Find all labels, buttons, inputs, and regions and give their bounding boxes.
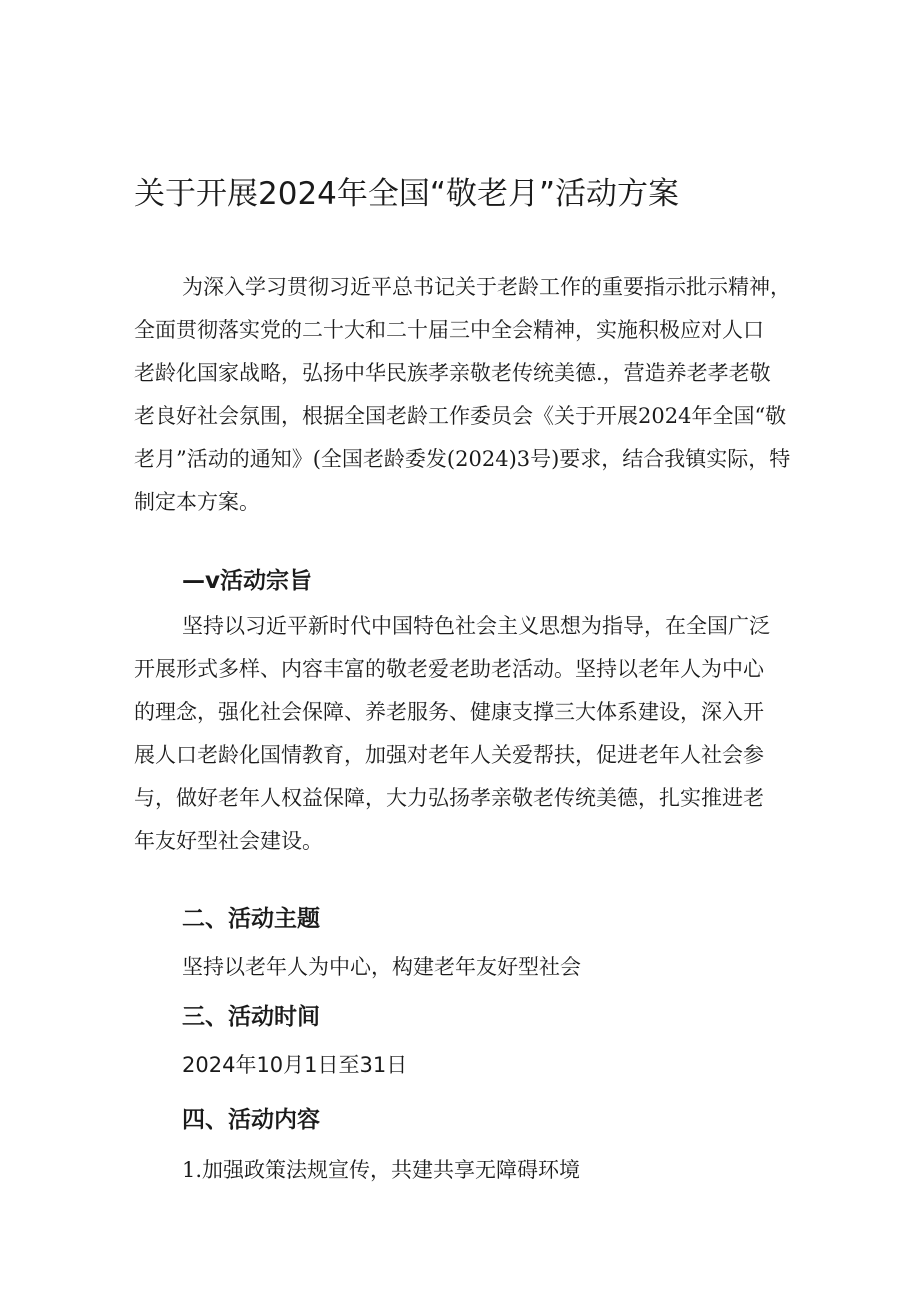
intro-line: 老良好社会氛围，根据全国老龄工作委员会《关于开展2024年全国“敬 [134, 404, 787, 428]
section3-text: 2024年10月1日至31日 [182, 1053, 408, 1077]
section1-line: 展人口老龄化国情教育，加强对老年人关爱帮扶，促进老年人社会参 [134, 743, 764, 767]
section1-line: 坚持以习近平新时代中国特色社会主义思想为指导，在全国广泛 [182, 614, 770, 638]
section1-heading: —v活动宗旨 [182, 568, 312, 594]
section4-heading: 四、活动内容 [182, 1107, 320, 1133]
section4-item: 1.加强政策法规宣传，共建共享无障碍环境 [182, 1158, 581, 1182]
section1-paragraph [134, 605, 794, 863]
intro-line: 老月”活动的通知》(全国老龄委发(2024)3号)要求，结合我镇实际，特 [134, 447, 791, 471]
section1-line: 的理念，强化社会保障、养老服务、健康支撑三大体系建设，深入开 [134, 700, 764, 724]
intro-line: 制定本方案。 [134, 490, 260, 514]
intro-line: 为深入学习贯彻习近平总书记关于老龄工作的重要指示批示精神， [182, 275, 791, 299]
section2-heading: 二、活动主题 [182, 906, 320, 932]
document-title: 关于开展2024年全国“敬老月”活动方案 [134, 176, 680, 212]
intro-line: 老龄化国家战略，弘扬中华民族孝亲敬老传统美德.，营造养老孝老敬 [134, 361, 771, 385]
intro-paragraph [134, 266, 794, 524]
section2-text: 坚持以老年人为中心，构建老年友好型社会 [182, 955, 581, 979]
section3-heading: 三、活动时间 [182, 1004, 320, 1030]
section1-line: 年友好型社会建设。 [134, 829, 323, 853]
intro-line: 全面贯彻落实党的二十大和二十届三中全会精神，实施积极应对人口 [134, 318, 764, 342]
section1-line: 与，做好老年人权益保障，大力弘扬孝亲敬老传统美德，扎实推进老 [134, 786, 764, 810]
section1-line: 开展形式多样、内容丰富的敬老爱老助老活动。坚持以老年人为中心 [134, 657, 764, 681]
